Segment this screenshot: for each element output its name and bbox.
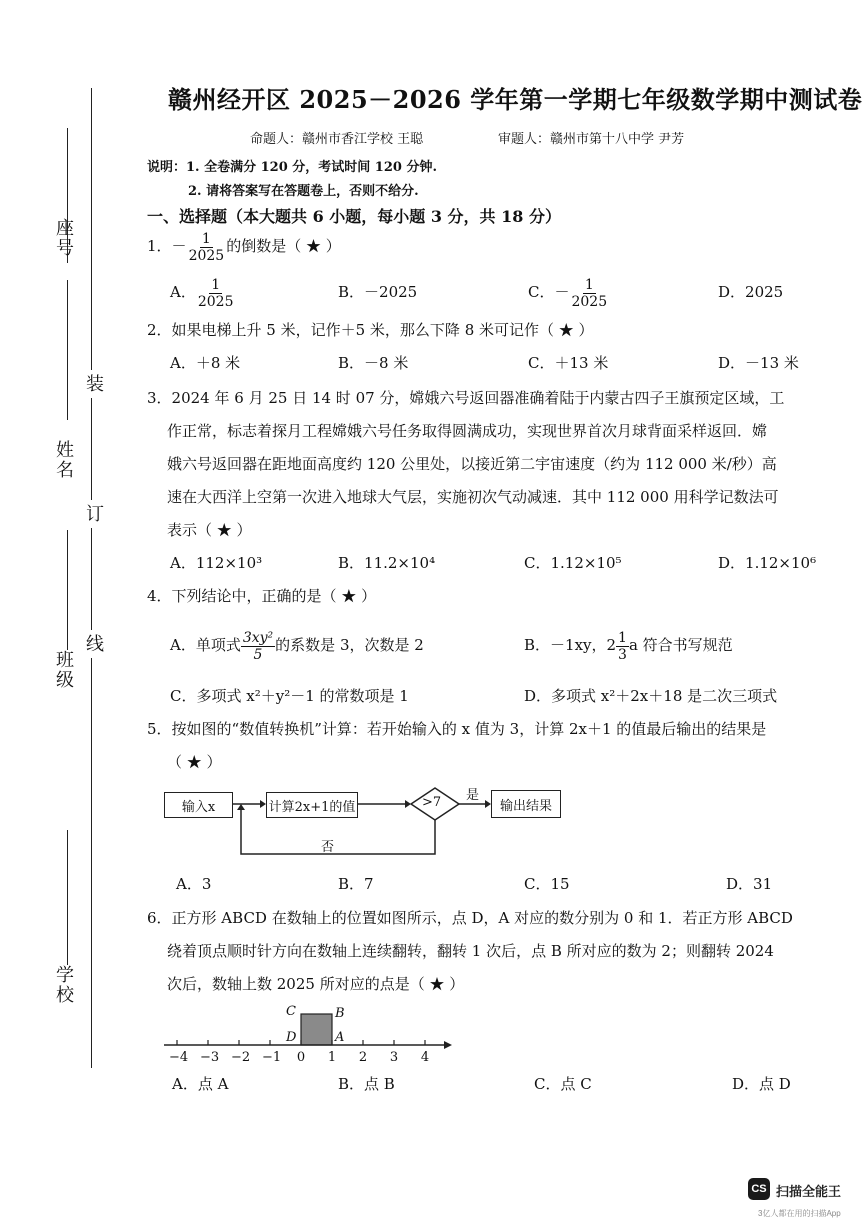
q1-option-d: D．2025	[718, 283, 784, 301]
q5-option-d: D．31	[726, 875, 773, 893]
question-1	[147, 226, 341, 266]
q3-option-b: B．11.2×10⁴	[338, 554, 436, 572]
flowchart	[160, 780, 580, 860]
point-d-label: D	[286, 1030, 297, 1045]
output-box: 输出结果	[491, 790, 561, 818]
tick-label: 3	[389, 1050, 399, 1065]
instruction-1: 说明：1. 全卷满分 120 分，考试时间 120 分钟.	[147, 160, 437, 175]
question-5-line-2: （ ★ ）	[167, 753, 222, 771]
q1-option-b: B．－2025	[338, 283, 418, 301]
q6-option-b: B．点 B	[338, 1075, 395, 1093]
question-3-line-5: 表示（ ★ ）	[167, 521, 252, 539]
question-4: 4．下列结论中，正确的是（ ★ ）	[147, 587, 377, 605]
q3-option-d: D．1.12×10⁶	[718, 554, 817, 572]
tick-label: −1	[262, 1050, 282, 1065]
question-3-line-3: 娥六号返回器在距地面高度约 120 公里处，以接近第二宇宙速度（约为 112 000 米/秒）高	[167, 455, 777, 473]
tick-label: 2	[358, 1050, 368, 1065]
point-b-label: B	[335, 1006, 345, 1021]
tick-label: 0	[296, 1050, 306, 1065]
ding-mark: 订	[80, 500, 106, 528]
yes-label: 是	[466, 788, 480, 803]
question-6-line-1: 6．正方形 ABCD 在数轴上的位置如图所示，点 D，A 对应的数分别为 0 和 1．若正方形 ABCD	[147, 909, 793, 927]
reviewer-info: 审题人：赣州市第十八中学 尹芳	[498, 132, 685, 147]
q1-sign: －	[171, 237, 187, 255]
q5-option-a: A．3	[176, 875, 212, 893]
q1-c-fraction: $\frac{1}{2025}$	[571, 276, 608, 310]
exam-title: 赣州经开区 2025－2026 学年第一学期七年级数学期中测试卷	[168, 85, 863, 114]
section-heading: 一、选择题（本大题共 6 小题，每小题 3 分，共 18 分）	[147, 207, 561, 226]
q4-option-d: D．多项式 x²＋2x＋18 是二次三项式	[524, 687, 778, 705]
name-line	[67, 280, 68, 420]
q4-option-c: C．多项式 x²＋y²－1 的常数项是 1	[170, 687, 409, 705]
class-label: 班级	[53, 650, 74, 690]
no-label: 否	[321, 840, 335, 855]
name-label: 姓名	[53, 440, 74, 480]
q1-option-a: A． $\frac{1}{2025}$	[170, 276, 234, 310]
camscanner-logo-icon: CS	[748, 1178, 770, 1200]
q4-a-fraction: $\frac{\text{3xy²}}{5}$	[242, 629, 274, 663]
school-label: 学校	[53, 965, 74, 1005]
decision-label: >7	[422, 795, 442, 810]
q4-option-b: B．－1xy，2 $\frac{1}{3}$ a 符合书写规范	[524, 629, 733, 663]
school-line	[67, 830, 68, 965]
cut-line	[91, 88, 92, 1068]
tick-label: −4	[169, 1050, 189, 1065]
binding-margin	[0, 0, 104, 1228]
point-c-label: C	[286, 1004, 296, 1019]
q5-option-c: C．15	[524, 875, 570, 893]
zhuang-mark: 装	[80, 370, 106, 398]
q1-a-fraction: $\frac{1}{2025}$	[197, 276, 234, 310]
scanner-watermark	[748, 1178, 863, 1224]
q2-option-a: A．＋8 米	[170, 354, 241, 372]
number-line-figure	[160, 1004, 460, 1074]
q6-option-c: C．点 C	[534, 1075, 592, 1093]
question-5-line-1: 5．按如图的“数值转换机”计算：若开始输入的 x 值为 3，计算 2x＋1 的值最后输出的结果是	[147, 720, 767, 738]
q3-option-a: A．112×10³	[170, 554, 263, 572]
q4-option-a: A．单项式 $\frac{\text{3xy²}}{5}$ 的系数是 3，次数是 2	[170, 629, 424, 663]
question-2: 2．如果电梯上升 5 米，记作＋5 米，那么下降 8 米可记作（ ★ ）	[147, 321, 594, 339]
q6-option-d: D．点 D	[732, 1075, 791, 1093]
setter-info: 命题人：赣州市香江学校 王聪	[250, 132, 424, 147]
calc-box: 计算2x+1的值	[266, 792, 358, 818]
q1-number: 1．	[147, 237, 172, 255]
input-box: 输入x	[164, 792, 233, 818]
tick-label: −2	[231, 1050, 251, 1065]
xian-mark: 线	[80, 630, 106, 658]
tick-label: 1	[327, 1050, 337, 1065]
camscanner-tagline: 3亿人都在用的扫描App	[758, 1209, 841, 1218]
question-6-line-3: 次后，数轴上数 2025 所对应的点是（ ★ ）	[167, 975, 465, 993]
q2-option-b: B．－8 米	[338, 354, 409, 372]
q2-option-c: C．＋13 米	[528, 354, 609, 372]
tick-label: −3	[200, 1050, 220, 1065]
camscanner-name: 扫描全能王	[776, 1184, 842, 1199]
seat-label: 座号	[53, 218, 74, 258]
question-3-line-1: 3．2024 年 6 月 25 日 14 时 07 分，嫦娥六号返回器准确着陆于内蒙古四子王旗预定区域，工	[147, 389, 785, 407]
q4-b-fraction: $\frac{1}{3}$	[618, 629, 627, 663]
question-3-line-2: 作正常，标志着探月工程嫦娥六号任务取得圆满成功，实现世界首次月球背面采样返回．嫦	[167, 422, 768, 440]
instruction-2: 2. 请将答案写在答题卷上，否则不给分.	[188, 184, 419, 199]
q1-fraction: $\frac{1}{2025}$	[188, 230, 225, 264]
square-abcd	[301, 1014, 332, 1045]
q1-stem: 的倒数是（ ★ ）	[226, 237, 341, 255]
class-line	[67, 530, 68, 650]
tick-label: 4	[420, 1050, 430, 1065]
q5-option-b: B．7	[338, 875, 374, 893]
q6-option-a: A．点 A	[172, 1075, 229, 1093]
q3-option-c: C．1.12×10⁵	[524, 554, 622, 572]
point-a-label: A	[335, 1030, 345, 1045]
question-6-line-2: 绕着顶点顺时针方向在数轴上连续翻转，翻转 1 次后，点 B 所对应的数为 2；则翻转 2024	[167, 942, 774, 960]
q1-option-c: C．－ $\frac{1}{2025}$	[528, 276, 608, 310]
question-3-line-4: 速在大西洋上空第一次进入地球大气层，实施初次气动减速．其中 112 000 用科学记数法可	[167, 488, 779, 506]
q2-option-d: D．－13 米	[718, 354, 799, 372]
